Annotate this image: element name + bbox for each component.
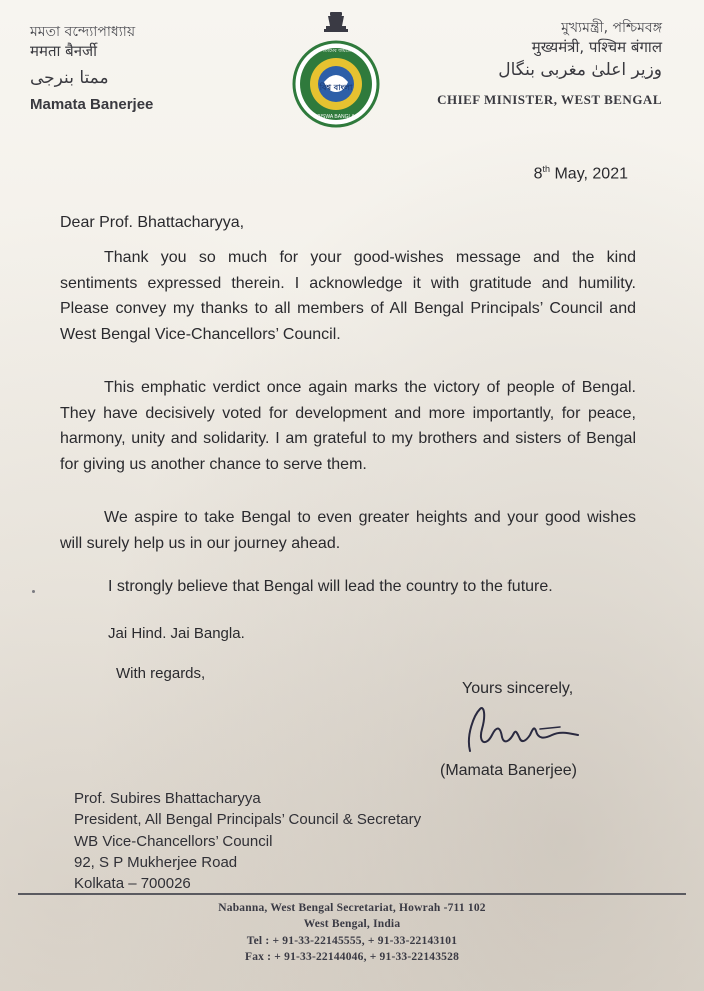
signatory-name: (Mamata Banerjee) (440, 762, 577, 779)
footer-divider (18, 893, 686, 895)
footer-address: Nabanna, West Bengal Secretariat, Howrah -711 102 (218, 902, 486, 914)
name-english: Mamata Banerjee (30, 95, 154, 113)
addressee-line: WB Vice-Chancellors’ Council (74, 832, 273, 850)
footer-fax: Fax : + 91-33-22144046, + 91-33-22143528 (244, 950, 460, 963)
paragraph-3: We aspire to take Bengal to even greater heights and your good wishes will surely help us in our journey ahead. (60, 509, 636, 552)
signature-icon (456, 695, 596, 765)
emblem-center-text: বিশ্ব বাংলা (319, 83, 353, 92)
name-hindi: ममता बैनर्जी (30, 41, 98, 60)
title-hindi: मुख्यमंत्री, पश्चिम बंगाल (531, 37, 662, 56)
slogan-line: Jai Hind. Jai Bangla. (108, 625, 245, 642)
addressee-block (74, 788, 421, 894)
state-emblem-icon (288, 8, 384, 128)
belief-line: I strongly believe that Bengal will lead the country to the future. (108, 578, 553, 595)
letter-date (534, 164, 628, 183)
addressee-line: Prof. Subires Bhattacharyya (74, 790, 261, 807)
footer-tel: Tel : + 91-33-22145555, + 91-33-22143101 (246, 934, 458, 947)
name-urdu: ممتا بنرجی (30, 68, 109, 89)
regards-line: With regards, (116, 665, 206, 682)
footer-state: West Bengal, India (303, 918, 401, 931)
name-bengali: মমতা বন্দ্যোপাধ্যায় (30, 24, 136, 40)
title-urdu: وزیر اعلیٰ مغربی بنگال (498, 60, 662, 81)
date-day: 8 (533, 165, 543, 183)
date-rest: May, 2021 (550, 165, 628, 183)
closing-line: Yours sincerely, (462, 680, 574, 697)
paragraph-2: This emphatic verdict once again marks the victory of people of Bengal. They have decisively voted for development and more importantly, for peace, harmony, unity and solidarity. I am grateful to my brothers and sisters of Bengal for giving us another chance to serve them. (60, 379, 636, 473)
addressee-line: 92, S P Mukherjee Road (74, 853, 238, 871)
date-suffix: th (542, 164, 551, 174)
footer (0, 900, 704, 965)
header-left (30, 24, 153, 114)
addressee-line: Kolkata – 700026 (74, 875, 191, 893)
salutation: Dear Prof. Bhattacharyya, (60, 214, 245, 231)
title-english: CHIEF MINISTER, WEST BENGAL (437, 91, 662, 107)
emblem-ring-text: BISWA BANGLA (317, 114, 355, 120)
header-right (437, 20, 662, 108)
addressee-line: President, All Bengal Principals’ Council & Secretary (74, 811, 422, 829)
paragraph-1: Thank you so much for your good-wishes message and the kind sentiments expressed therein. I acknowledge it with gratitude and humility. Please convey my thanks to all members of All Bengal Principals’ Council and West Bengal Vice-Chancellors’ Council. (60, 249, 636, 343)
paper-speck (32, 590, 35, 593)
title-bengali: মুখ্যমন্ত্রী, পশ্চিমবঙ্গ (561, 20, 662, 36)
emblem-motto: সত্যমেব জয়তে (320, 48, 352, 54)
